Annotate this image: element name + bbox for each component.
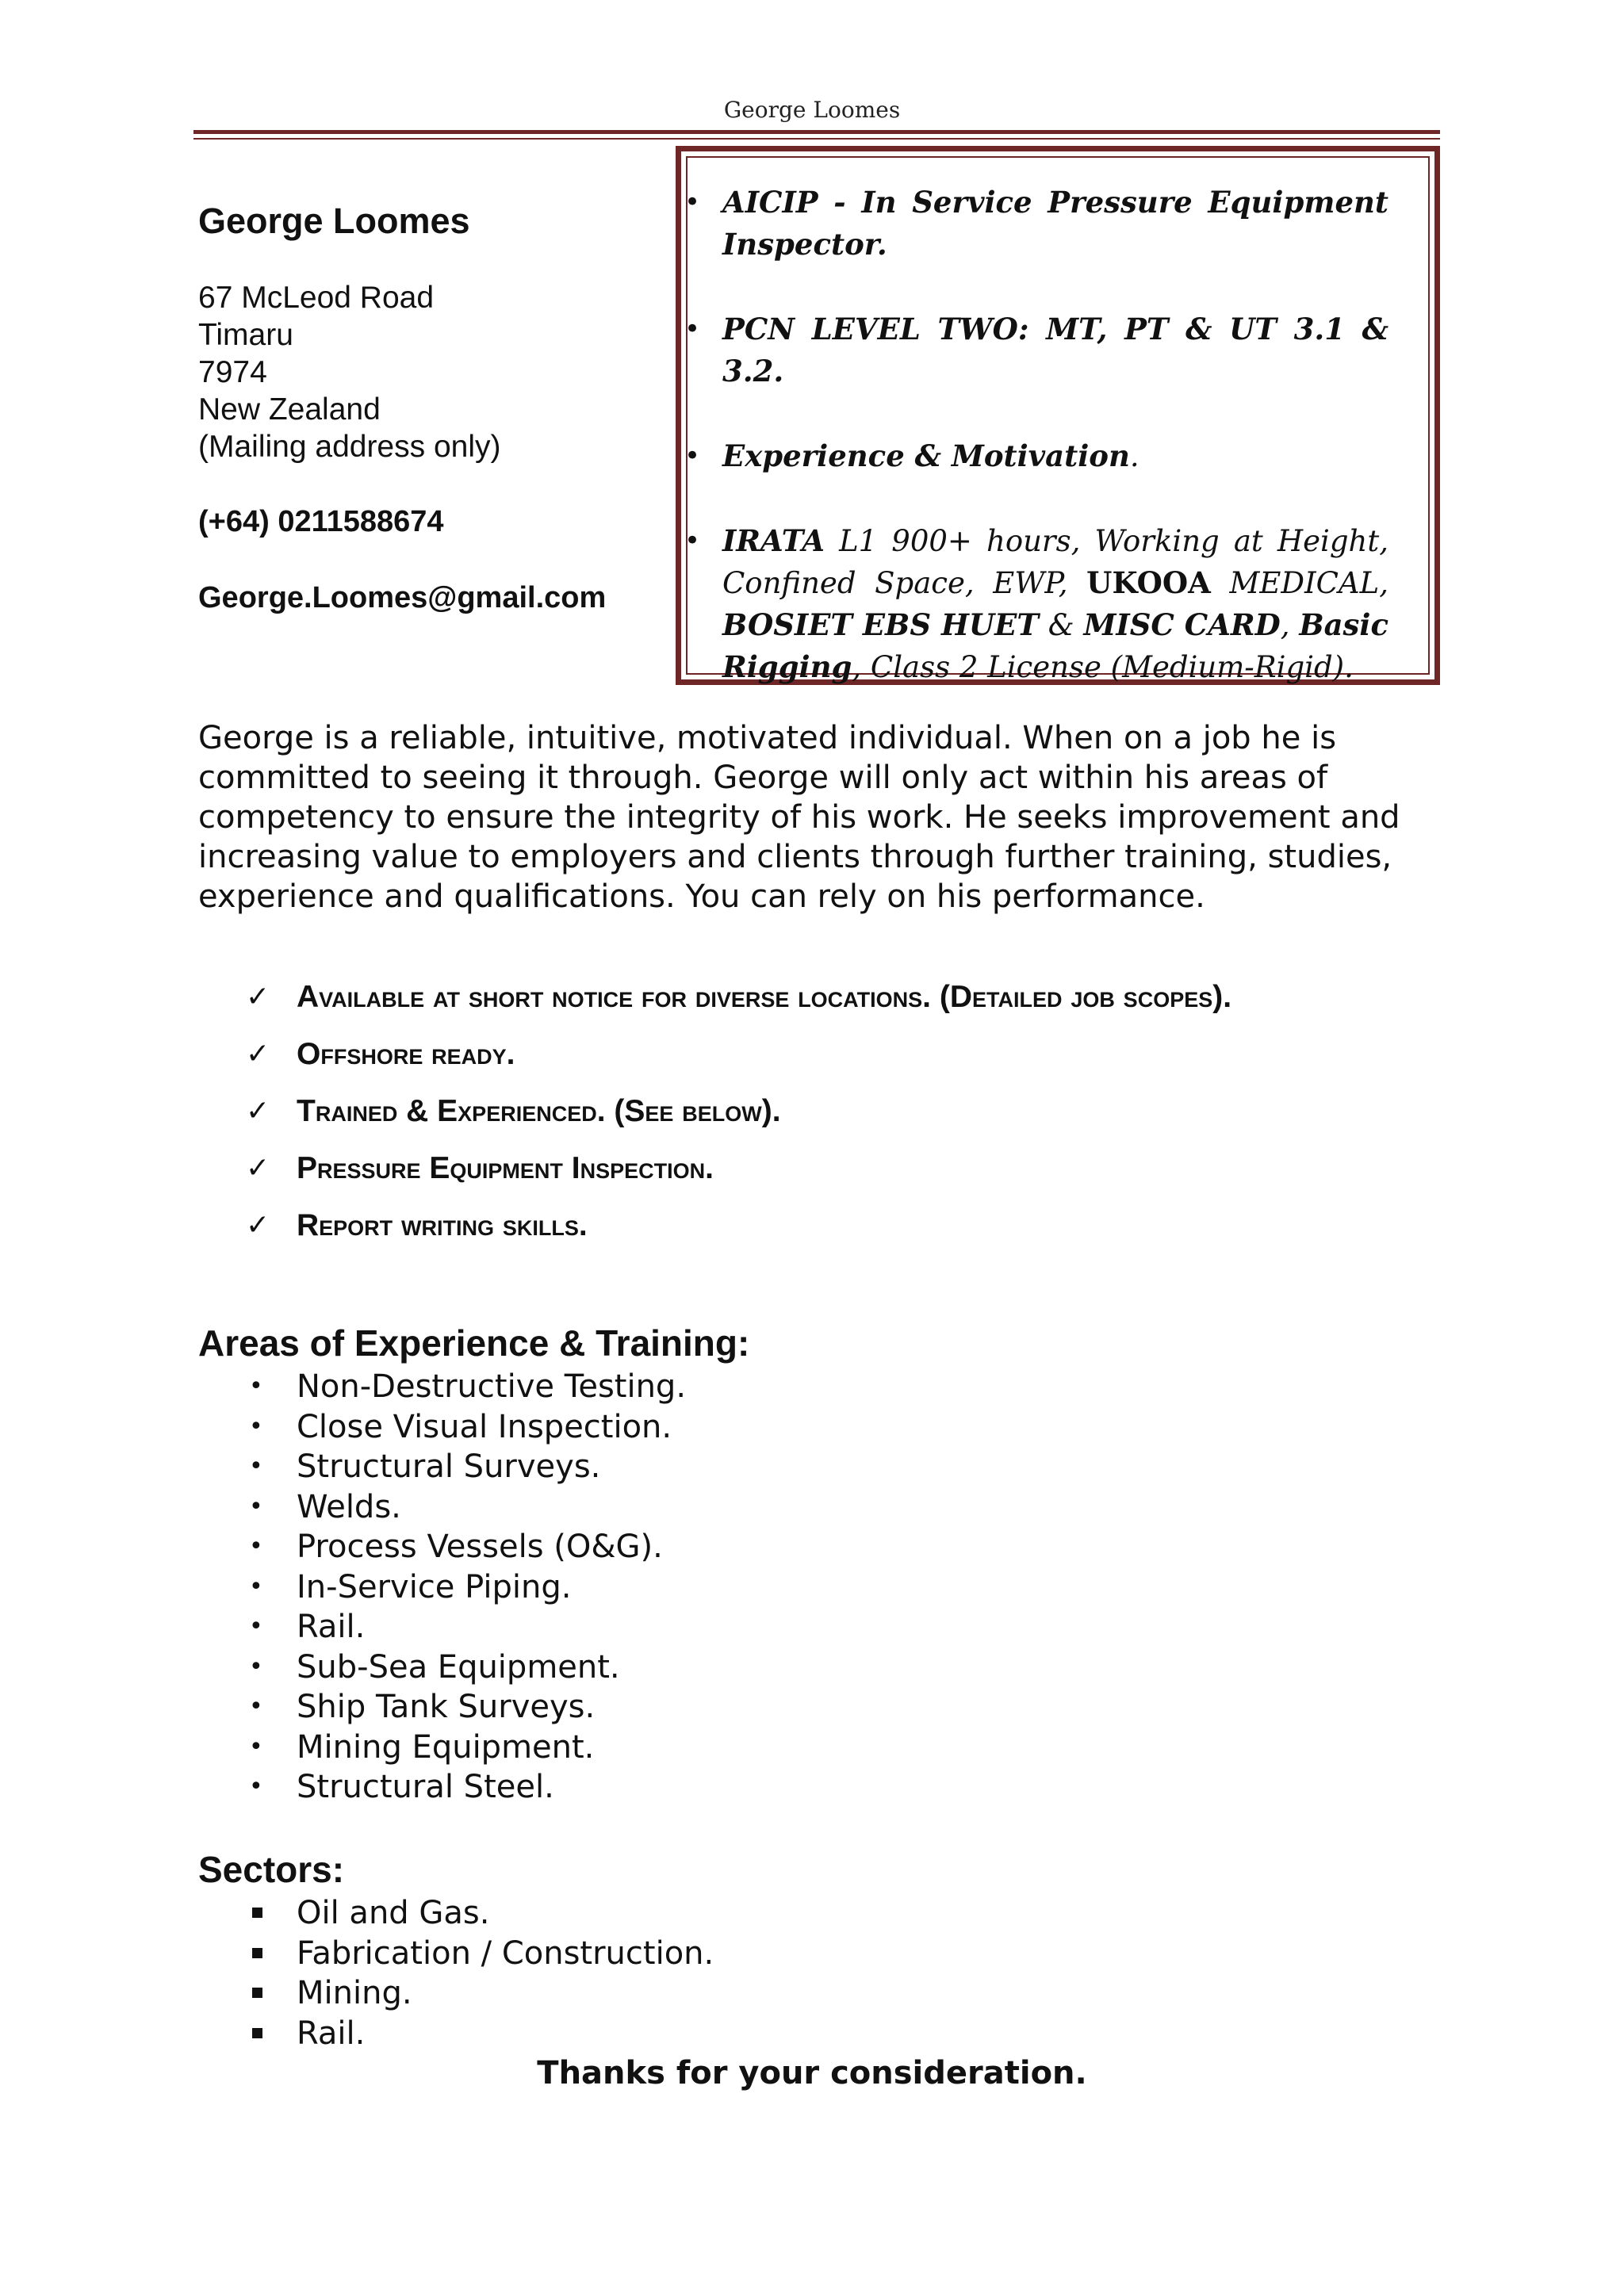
list-item-text: Welds. <box>297 1488 401 1525</box>
qualifications-box <box>676 146 1440 685</box>
highlight-text: Report writing skills. <box>297 1208 588 1242</box>
qualification-text: PCN LEVEL TWO: MT, PT & UT 3.1 & 3.2. <box>722 312 1388 388</box>
address-line: 67 McLeod Road <box>198 281 435 315</box>
misc-card-label: MISC CARD <box>1083 607 1281 642</box>
list-item <box>249 1527 686 1567</box>
bullet-icon: • <box>249 1613 263 1640</box>
qualifications-list <box>684 182 1388 688</box>
address-line: (Mailing address only) <box>198 430 501 464</box>
highlight-item <box>246 978 1231 1016</box>
qualification-text: AICIP - In Service Pressure Equipment Inspector. <box>722 185 1388 262</box>
sectors-list <box>249 1893 714 2053</box>
address-line: New Zealand <box>198 392 381 427</box>
list-item-text: Oil and Gas. <box>297 1895 490 1931</box>
irata-label: IRATA <box>722 523 825 558</box>
candidate-name: George Loomes <box>198 201 470 241</box>
list-item-text: Process Vessels (O&G). <box>297 1529 663 1565</box>
highlight-item <box>246 1207 1231 1245</box>
square-bullet-icon <box>252 1908 262 1918</box>
list-item <box>249 1567 686 1608</box>
list-item <box>249 1407 686 1448</box>
bullet-icon: • <box>249 1572 263 1601</box>
checkmark-icon: ✓ <box>246 981 270 1013</box>
list-item-text: In-Service Piping. <box>297 1568 572 1605</box>
closing-line: Thanks for your consideration. <box>537 2055 1087 2091</box>
running-header: George Loomes <box>723 97 901 123</box>
list-item <box>249 1687 686 1728</box>
checkmark-icon: ✓ <box>246 1152 270 1184</box>
highlight-text: Available at short notice for diverse locations. (Detailed job scopes). <box>297 980 1232 1014</box>
square-bullet-icon <box>252 1948 262 1958</box>
qualification-item <box>684 520 1388 688</box>
qualification-item <box>684 435 1388 477</box>
list-item-text: Structural Steel. <box>297 1769 554 1805</box>
list-item <box>249 1893 714 1934</box>
bullet-icon: • <box>684 440 701 472</box>
address-line: 7974 <box>198 355 267 389</box>
square-bullet-icon <box>252 2028 262 2038</box>
bullet-icon: • <box>249 1652 263 1681</box>
intro-paragraph: George is a reliable, intuitive, motivated individual. When on a job he is committed to seeing it through. George will only act within his areas of competency to ensure the integrity of his work. He seeks improvement and increasing value to employers and clients through further training, studies, experience and qualifications. You can rely on his performance. <box>198 720 1400 915</box>
list-item-text: Sub-Sea Equipment. <box>297 1648 620 1686</box>
contact-block <box>198 198 658 616</box>
address-line: Timaru <box>198 318 293 352</box>
areas-heading: Areas of Experience & Training: <box>198 1322 750 1364</box>
header-rule <box>193 130 1440 140</box>
list-item <box>249 1973 714 2014</box>
sectors-heading: Sectors: <box>198 1849 345 1890</box>
ampersand-text: & <box>1038 608 1084 642</box>
bullet-icon: • <box>684 313 701 345</box>
ukooa-label: UKOOA <box>1086 565 1211 600</box>
comma-text: , <box>1280 608 1300 642</box>
list-item <box>249 1934 714 1974</box>
highlight-text: Pressure Equipment Inspection. <box>297 1151 714 1185</box>
qualification-text-end: . <box>1129 439 1139 473</box>
list-item-text: Structural Surveys. <box>297 1448 601 1485</box>
checkmark-icon: ✓ <box>246 1038 270 1070</box>
bullet-icon: • <box>249 1773 263 1800</box>
list-item-text: Mining. <box>297 1975 412 2011</box>
rigging-label: Basic Rigging <box>722 607 1388 684</box>
list-item <box>249 1487 686 1528</box>
highlight-item <box>246 1093 1231 1131</box>
bullet-icon: • <box>684 525 701 557</box>
bullet-icon: • <box>249 1372 263 1400</box>
list-item <box>249 1367 686 1407</box>
bullet-icon: • <box>249 1412 263 1441</box>
areas-list <box>249 1367 686 1808</box>
bosiet-label: BOSIET EBS HUET <box>722 607 1039 642</box>
list-item <box>249 1447 686 1487</box>
bullet-icon: • <box>249 1732 263 1761</box>
bullet-icon: • <box>249 1693 263 1720</box>
list-item-text: Ship Tank Surveys. <box>297 1689 596 1725</box>
list-item-text: Rail. <box>297 2015 366 2052</box>
bullet-icon: • <box>249 1492 263 1521</box>
medical-text: MEDICAL, <box>1210 566 1388 600</box>
list-item <box>249 1767 686 1808</box>
qualification-item <box>684 182 1388 266</box>
highlight-item <box>246 1035 1231 1073</box>
list-item-text: Close Visual Inspection. <box>297 1408 672 1445</box>
list-item <box>249 1728 686 1768</box>
irata-details: L1 900+ hours, Working at Height, Confined Space, EWP, <box>722 524 1388 600</box>
license-text: , Class 2 License (Medium-Rigid). <box>852 650 1354 684</box>
phone-number: (+64) 0211588674 <box>198 505 444 538</box>
list-item <box>249 2014 714 2054</box>
list-item <box>249 1647 686 1688</box>
list-item-text: Rail. <box>297 1609 366 1645</box>
highlights-list <box>246 978 1231 1264</box>
list-item-text: Fabrication / Construction. <box>297 1934 714 1972</box>
checkmark-icon: ✓ <box>246 1209 270 1242</box>
qualification-text: Experience & Motivation <box>722 438 1130 473</box>
bullet-icon: • <box>249 1533 263 1560</box>
highlight-text: Trained & Experienced. (See below). <box>297 1094 781 1128</box>
checkmark-icon: ✓ <box>246 1095 270 1127</box>
square-bullet-icon <box>252 1988 262 1998</box>
bullet-icon: • <box>249 1452 263 1480</box>
list-item-text: Mining Equipment. <box>297 1728 595 1766</box>
highlight-text: Offshore ready. <box>297 1037 515 1071</box>
bullet-icon: • <box>684 186 701 218</box>
highlight-item <box>246 1150 1231 1188</box>
list-item-text: Non-Destructive Testing. <box>297 1368 687 1405</box>
qualification-item <box>684 308 1388 392</box>
email-address: George.Loomes@gmail.com <box>198 581 607 614</box>
list-item <box>249 1607 686 1647</box>
